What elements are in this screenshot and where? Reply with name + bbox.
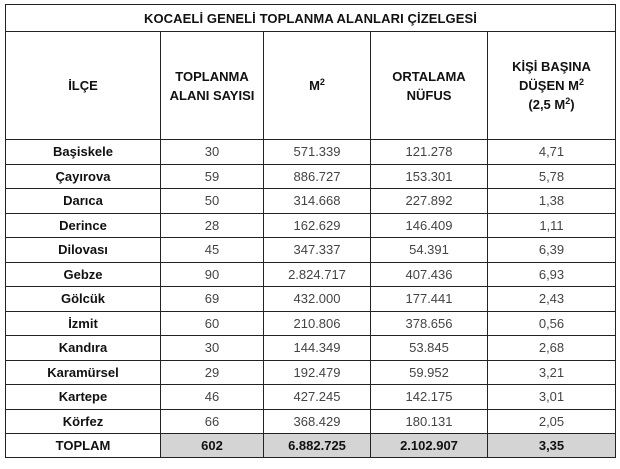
- cell-m2: 210.806: [264, 311, 371, 336]
- cell-nufus: 177.441: [371, 287, 488, 312]
- cell-sayi: 45: [161, 238, 264, 263]
- title-row: [6, 5, 616, 32]
- total-row: [6, 434, 616, 458]
- cell-m2: 427.245: [264, 385, 371, 410]
- table-row: [6, 409, 616, 434]
- assembly-areas-table: [5, 4, 616, 458]
- cell-nufus: 227.892: [371, 189, 488, 214]
- table-row: [6, 360, 616, 385]
- total-sayi: 602: [161, 434, 264, 458]
- cell-kisi: 3,01: [488, 385, 616, 410]
- cell-nufus: 142.175: [371, 385, 488, 410]
- table-row: [6, 213, 616, 238]
- cell-kisi: 1,38: [488, 189, 616, 214]
- cell-nufus: 180.131: [371, 409, 488, 434]
- header-row: [6, 32, 616, 140]
- cell-ilce: Dilovası: [6, 238, 161, 263]
- cell-sayi: 46: [161, 385, 264, 410]
- cell-m2: 162.629: [264, 213, 371, 238]
- header-ortalama-nufus: ORTALAMA NÜFUS: [371, 32, 488, 140]
- table-row: [6, 164, 616, 189]
- cell-sayi: 28: [161, 213, 264, 238]
- total-nufus: 2.102.907: [371, 434, 488, 458]
- table-row: [6, 336, 616, 361]
- cell-sayi: 50: [161, 189, 264, 214]
- cell-nufus: 146.409: [371, 213, 488, 238]
- cell-sayi: 90: [161, 262, 264, 287]
- cell-sayi: 30: [161, 336, 264, 361]
- cell-ilce: Derince: [6, 213, 161, 238]
- table-row: [6, 311, 616, 336]
- table-row: [6, 140, 616, 165]
- cell-ilce: Kandıra: [6, 336, 161, 361]
- cell-sayi: 30: [161, 140, 264, 165]
- cell-nufus: 121.278: [371, 140, 488, 165]
- cell-sayi: 29: [161, 360, 264, 385]
- table-row: [6, 262, 616, 287]
- table-row: [6, 385, 616, 410]
- cell-m2: 432.000: [264, 287, 371, 312]
- cell-nufus: 59.952: [371, 360, 488, 385]
- cell-m2: 192.479: [264, 360, 371, 385]
- cell-ilce: Darıca: [6, 189, 161, 214]
- cell-m2: 347.337: [264, 238, 371, 263]
- total-label: TOPLAM: [6, 434, 161, 458]
- table-row: [6, 238, 616, 263]
- cell-nufus: 378.656: [371, 311, 488, 336]
- cell-kisi: 2,68: [488, 336, 616, 361]
- cell-ilce: Gebze: [6, 262, 161, 287]
- cell-ilce: Gölcük: [6, 287, 161, 312]
- cell-ilce: Başiskele: [6, 140, 161, 165]
- cell-nufus: 407.436: [371, 262, 488, 287]
- cell-m2: 368.429: [264, 409, 371, 434]
- table-title: KOCAELİ GENELİ TOPLANMA ALANLARI ÇİZELGESİ: [6, 5, 616, 32]
- header-m2: $M^2$: [264, 32, 371, 140]
- table-row: [6, 287, 616, 312]
- cell-kisi: 4,71: [488, 140, 616, 165]
- cell-kisi: 2,05: [488, 409, 616, 434]
- cell-kisi: 1,11: [488, 213, 616, 238]
- cell-sayi: 69: [161, 287, 264, 312]
- cell-m2: 314.668: [264, 189, 371, 214]
- total-m2: 6.882.725: [264, 434, 371, 458]
- cell-kisi: 6,93: [488, 262, 616, 287]
- cell-m2: 571.339: [264, 140, 371, 165]
- cell-ilce: Çayırova: [6, 164, 161, 189]
- table-row: [6, 189, 616, 214]
- header-kisi-basina-dusen: KİŞİ BAŞINA DÜŞEN $M^2$ (2,5 $M^2$): [488, 32, 616, 140]
- cell-ilce: Karamürsel: [6, 360, 161, 385]
- table-container: [5, 4, 616, 458]
- cell-kisi: 2,43: [488, 287, 616, 312]
- cell-m2: 886.727: [264, 164, 371, 189]
- cell-kisi: 3,21: [488, 360, 616, 385]
- cell-m2: 2.824.717: [264, 262, 371, 287]
- cell-nufus: 53.845: [371, 336, 488, 361]
- cell-kisi: 0,56: [488, 311, 616, 336]
- cell-ilce: İzmit: [6, 311, 161, 336]
- cell-kisi: 6,39: [488, 238, 616, 263]
- cell-m2: 144.349: [264, 336, 371, 361]
- cell-nufus: 54.391: [371, 238, 488, 263]
- cell-kisi: 5,78: [488, 164, 616, 189]
- cell-sayi: 60: [161, 311, 264, 336]
- cell-sayi: 66: [161, 409, 264, 434]
- total-kisi: 3,35: [488, 434, 616, 458]
- cell-ilce: Körfez: [6, 409, 161, 434]
- cell-nufus: 153.301: [371, 164, 488, 189]
- header-toplanma-alani-sayisi: TOPLANMA ALANI SAYISI: [161, 32, 264, 140]
- table-body: [6, 140, 616, 434]
- cell-ilce: Kartepe: [6, 385, 161, 410]
- header-ilce: İLÇE: [6, 32, 161, 140]
- cell-sayi: 59: [161, 164, 264, 189]
